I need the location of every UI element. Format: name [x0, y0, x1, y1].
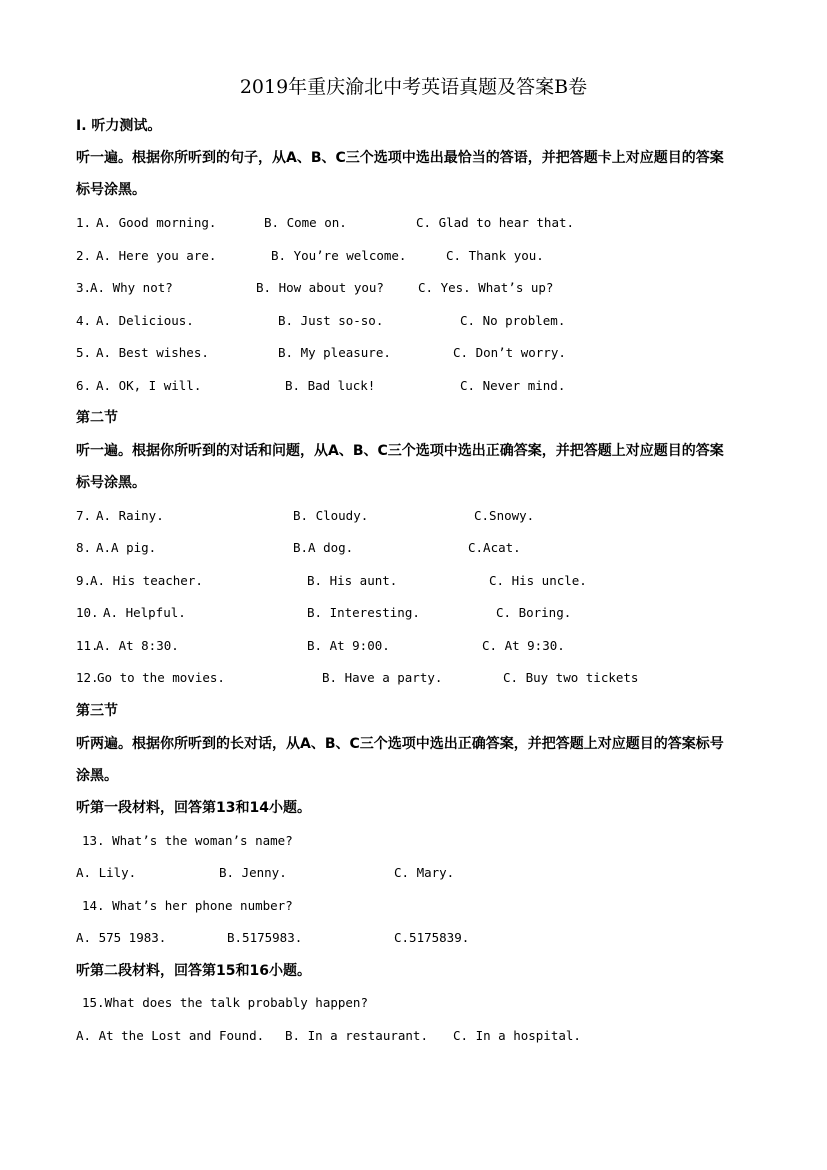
- material-heading-2: 听第二段材料，回答第15和16小题。: [76, 963, 311, 979]
- instruction-part2-line1: 听一遍。根据你所听到的对话和问题，从A、B、C三个选项中选出正确答案，并把答题上对应题目的答案: [76, 443, 724, 459]
- option-a: A. Delicious.: [96, 313, 194, 328]
- option-c: C. Never mind.: [460, 378, 566, 393]
- option-c: C. Glad to hear that.: [416, 215, 575, 230]
- material-heading-1: 听第一段材料，回答第13和14小题。: [76, 800, 311, 816]
- option-b: B. Have a party.: [322, 670, 443, 685]
- option-b: B. At 9:00.: [307, 638, 390, 653]
- option-c: C. Don’t worry.: [453, 345, 566, 360]
- option-a: A. Good morning.: [96, 215, 217, 230]
- option-b: B. My pleasure.: [278, 345, 391, 360]
- option-a: A.A pig.: [96, 540, 157, 555]
- option-c: C. No problem.: [460, 313, 566, 328]
- option-a: A. At the Lost and Found.: [76, 1028, 265, 1043]
- question-15-text: 15.What does the talk probably happen?: [82, 995, 368, 1010]
- question-number: 4.: [76, 313, 92, 328]
- option-b: B. Come on.: [264, 215, 347, 230]
- option-a: A. Helpful.: [103, 605, 186, 620]
- question-number: 7.: [76, 508, 92, 523]
- option-b: B. How about you?: [256, 280, 384, 295]
- section-heading-part1: I. 听力测试。: [76, 118, 162, 134]
- option-b: B.5175983.: [227, 930, 303, 945]
- option-a: A. His teacher.: [90, 573, 203, 588]
- instruction-part3-line1: 听两遍。根据你所听到的长对话，从A、B、C三个选项中选出正确答案，并把答题上对应题目的答案标号: [76, 736, 724, 752]
- option-b: B.A dog.: [293, 540, 354, 555]
- question-number: 3.: [76, 280, 92, 295]
- option-a: A. Why not?: [90, 280, 173, 295]
- question-number: 1.: [76, 215, 92, 230]
- option-a: A. OK, I will.: [96, 378, 202, 393]
- option-a: A. Rainy.: [96, 508, 164, 523]
- instruction-part3-line2: 涂黑。: [76, 768, 118, 784]
- question-13-text: 13. What’s the woman’s name?: [82, 833, 293, 848]
- option-b: B. Bad luck!: [285, 378, 376, 393]
- question-14-text: 14. What’s her phone number?: [82, 898, 293, 913]
- option-b: B. In a restaurant.: [285, 1028, 428, 1043]
- option-b: B. Cloudy.: [293, 508, 369, 523]
- option-c: C.Acat.: [468, 540, 521, 555]
- question-number: 8.: [76, 540, 92, 555]
- instruction-part2-line2: 标号涂黑。: [76, 475, 146, 491]
- instruction-part1-line2: 标号涂黑。: [76, 182, 146, 198]
- question-number: 12.: [76, 670, 99, 685]
- option-a: A. Lily.: [76, 865, 137, 880]
- option-c: C. His uncle.: [489, 573, 587, 588]
- instruction-part1-line1: 听一遍。根据你所听到的句子，从A、B、C三个选项中选出最恰当的答语，并把答题卡上对应题目的答案: [76, 150, 724, 166]
- option-b: B. Jenny.: [219, 865, 287, 880]
- option-a: A. At 8:30.: [96, 638, 179, 653]
- option-c: C. Boring.: [496, 605, 572, 620]
- option-c: C. Buy two tickets: [503, 670, 639, 685]
- option-b: B. You’re welcome.: [271, 248, 407, 263]
- question-number: 6.: [76, 378, 92, 393]
- option-c: C. Thank you.: [446, 248, 544, 263]
- option-c: C. In a hospital.: [453, 1028, 581, 1043]
- section-heading-part2: 第二节: [76, 410, 118, 426]
- question-number: 2.: [76, 248, 92, 263]
- option-b: B. His aunt.: [307, 573, 398, 588]
- option-a: A. Here you are.: [96, 248, 217, 263]
- question-number: 11.: [76, 638, 99, 653]
- page-title: 2019年重庆渝北中考英语真题及答案B卷: [239, 76, 588, 98]
- question-number: 5.: [76, 345, 92, 360]
- option-a: Go to the movies.: [97, 670, 225, 685]
- option-c: C.5175839.: [394, 930, 470, 945]
- question-number: 10.: [76, 605, 99, 620]
- question-number: 9.: [76, 573, 92, 588]
- option-c: C. Mary.: [394, 865, 455, 880]
- option-c: C. Yes. What’s up?: [418, 280, 554, 295]
- option-a: A. Best wishes.: [96, 345, 209, 360]
- option-b: B. Interesting.: [307, 605, 420, 620]
- option-c: C.Snowy.: [474, 508, 535, 523]
- option-a: A. 575 1983.: [76, 930, 167, 945]
- option-c: C. At 9:30.: [482, 638, 565, 653]
- section-heading-part3: 第三节: [76, 703, 118, 719]
- option-b: B. Just so-so.: [278, 313, 384, 328]
